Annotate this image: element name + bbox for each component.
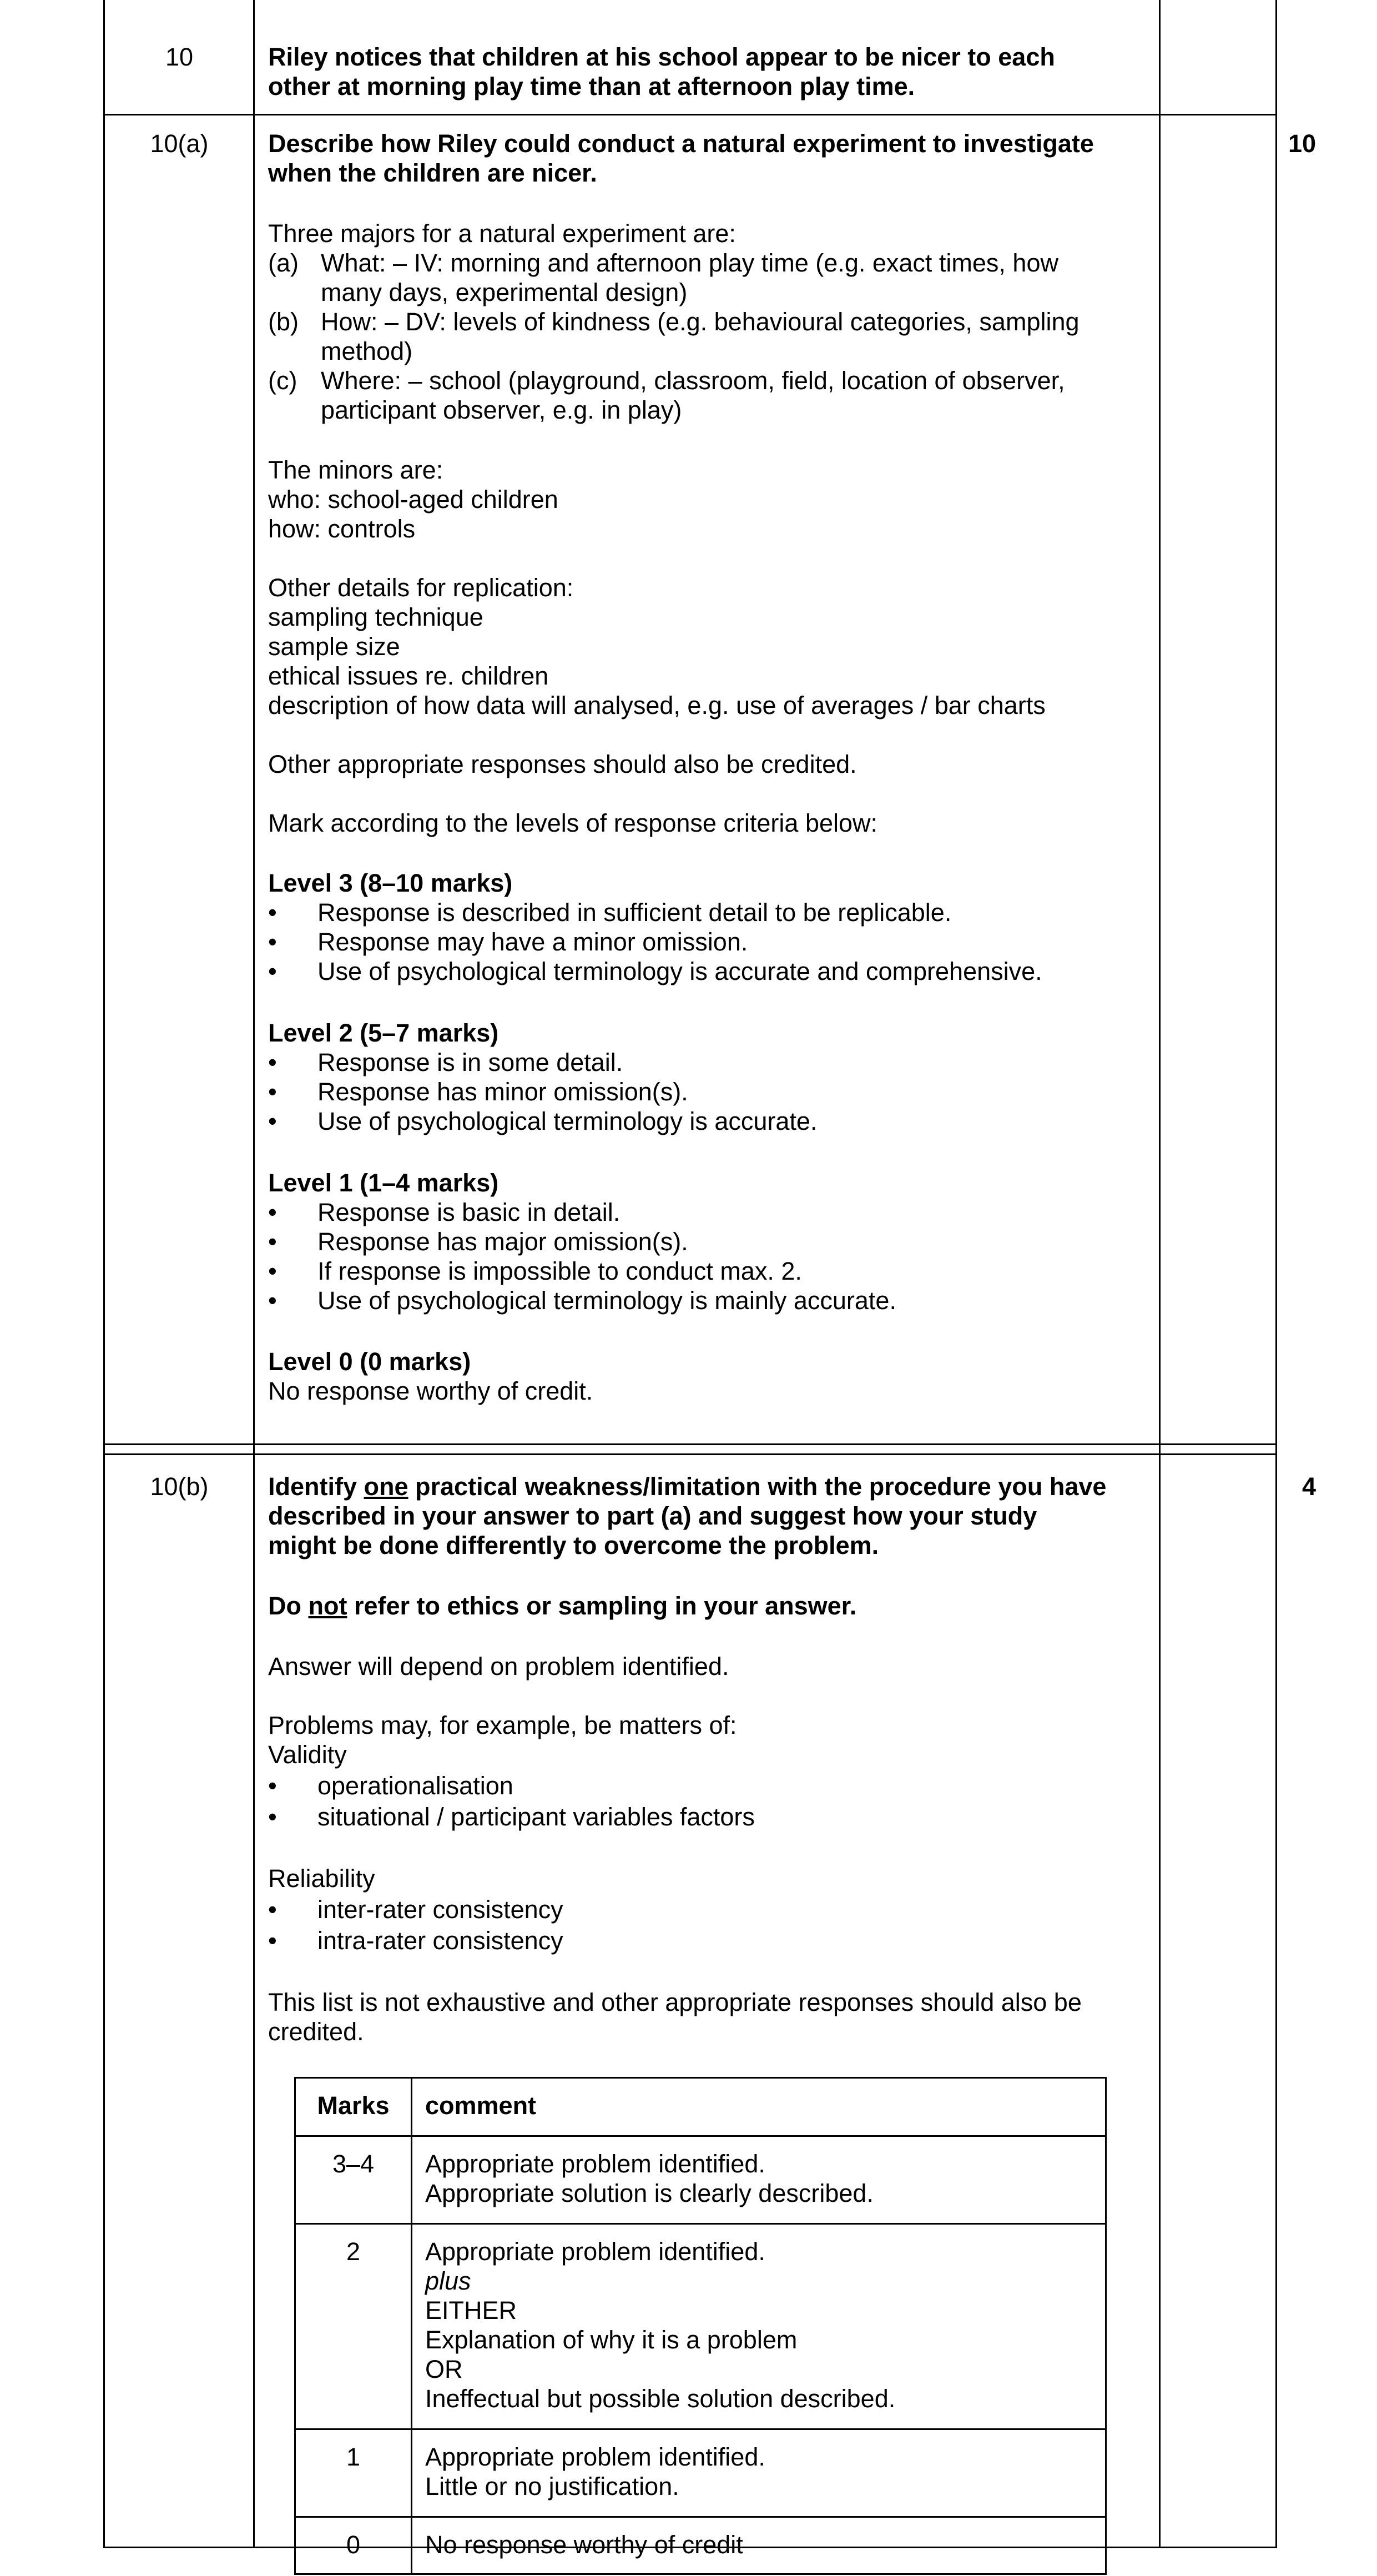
level-2-title: Level 2 (5–7 marks) bbox=[268, 1019, 499, 1047]
not-exhaustive-line1: This list is not exhaustive and other appropriate responses should also be bbox=[268, 1988, 1082, 2016]
level-0-text: No response worthy of credit. bbox=[268, 1377, 593, 1405]
question-number-10a: 10(a) bbox=[150, 129, 209, 158]
row-divider-10 bbox=[103, 114, 1277, 115]
level-3-bullet: • Response may have a minor omission. bbox=[317, 927, 748, 957]
minors-intro: The minors are: bbox=[268, 456, 443, 484]
do-not-instruction: Do not refer to ethics or sampling in your answer. bbox=[268, 1592, 857, 1620]
mark-according: Mark according to the levels of response criteria below: bbox=[268, 809, 878, 837]
major-c-label: (c) bbox=[268, 366, 297, 395]
row-divider-10a-bottom bbox=[103, 1453, 1277, 1455]
other-details-1: sampling technique bbox=[268, 603, 483, 631]
table-header-comment: comment bbox=[425, 2091, 537, 2120]
other-credit: Other appropriate responses should also be credited. bbox=[268, 750, 857, 778]
level-1-bullet: • If response is impossible to conduct max. 2. bbox=[317, 1256, 802, 1286]
reliability-heading: Reliability bbox=[268, 1864, 375, 1893]
outer-left-border bbox=[103, 0, 105, 2548]
major-a-label: (a) bbox=[268, 249, 299, 277]
level-1-title: Level 1 (1–4 marks) bbox=[268, 1169, 499, 1197]
table-row-mark: 0 bbox=[346, 2530, 361, 2559]
validity-heading: Validity bbox=[268, 1740, 347, 1769]
minors-who: who: school-aged children bbox=[268, 485, 558, 514]
table-row-comment: OR bbox=[425, 2355, 463, 2383]
table-row-comment: Little or no justification. bbox=[425, 2472, 679, 2500]
major-b-line1: How: – DV: levels of kindness (e.g. behavioural categories, sampling bbox=[321, 308, 1080, 336]
level-2-bullet: • Use of psychological terminology is accurate. bbox=[317, 1106, 817, 1136]
table-row-mark: 1 bbox=[346, 2443, 361, 2471]
table-row-comment: plus bbox=[425, 2267, 471, 2295]
major-a-line2: many days, experimental design) bbox=[321, 278, 688, 306]
level-1-bullet: • Response has major omission(s). bbox=[317, 1227, 688, 1257]
other-details-3: ethical issues re. children bbox=[268, 662, 549, 690]
table-row-comment: Appropriate problem identified. bbox=[425, 2237, 765, 2266]
table-row-mark: 2 bbox=[346, 2237, 361, 2266]
question-number-10: 10 bbox=[165, 43, 194, 71]
majors-intro: Three majors for a natural experiment are: bbox=[268, 219, 736, 248]
level-3-bullet: • Response is described in sufficient detail to be replicable. bbox=[317, 898, 951, 928]
marks-10b: 4 bbox=[1302, 1472, 1316, 1501]
problems-intro: Problems may, for example, be matters of: bbox=[268, 1711, 737, 1739]
major-b-label: (b) bbox=[268, 308, 299, 336]
reliability-bullet: • intra-rater consistency bbox=[317, 1926, 563, 1956]
question-number-10b: 10(b) bbox=[150, 1472, 209, 1501]
level-1-bullet: • Use of psychological terminology is mainly accurate. bbox=[317, 1286, 896, 1316]
table-row-comment: Appropriate problem identified. bbox=[425, 2150, 765, 2178]
row-divider-10a-top bbox=[103, 1443, 1277, 1445]
question-10a-line1: Describe how Riley could conduct a natural experiment to investigate bbox=[268, 129, 1094, 158]
table-row-comment: Explanation of why it is a problem bbox=[425, 2326, 798, 2354]
level-3-title: Level 3 (8–10 marks) bbox=[268, 869, 513, 897]
answer-depends: Answer will depend on problem identified. bbox=[268, 1652, 729, 1681]
level-1-bullet: • Response is basic in detail. bbox=[317, 1198, 620, 1227]
question-10-stem-line1: Riley notices that children at his school appear to be nicer to each bbox=[268, 43, 1055, 71]
column-divider-2 bbox=[1159, 0, 1161, 2548]
other-details-intro: Other details for replication: bbox=[268, 573, 574, 602]
major-c-line1: Where: – school (playground, classroom, field, location of observer, bbox=[321, 366, 1065, 395]
level-0-title: Level 0 (0 marks) bbox=[268, 1347, 471, 1376]
level-3-bullet: • Use of psychological terminology is accurate and comprehensive. bbox=[317, 957, 1042, 987]
marks-10a: 10 bbox=[1288, 129, 1316, 158]
table-row-comment: Appropriate solution is clearly described. bbox=[425, 2179, 874, 2207]
level-2-bullet: • Response has minor omission(s). bbox=[317, 1077, 688, 1107]
other-details-4: description of how data will analysed, e.g. use of averages / bar charts bbox=[268, 691, 1046, 720]
reliability-bullet: • inter-rater consistency bbox=[317, 1895, 563, 1925]
table-header-marks: Marks bbox=[317, 2091, 390, 2120]
level-2-bullet: • Response is in some detail. bbox=[317, 1048, 623, 1078]
major-c-line2: participant observer, e.g. in play) bbox=[321, 396, 682, 424]
outer-right-border bbox=[1275, 0, 1277, 2548]
question-10b-line2: described in your answer to part (a) and suggest how your study bbox=[268, 1502, 1037, 1530]
validity-bullet: • operationalisation bbox=[317, 1771, 513, 1801]
table-row-comment: EITHER bbox=[425, 2296, 517, 2325]
minors-how: how: controls bbox=[268, 515, 416, 543]
major-b-line2: method) bbox=[321, 337, 413, 365]
validity-bullet: • situational / participant variables factors bbox=[317, 1802, 755, 1832]
column-divider-1 bbox=[253, 0, 255, 2548]
question-10b-line1: Identify one practical weakness/limitation with the procedure you have bbox=[268, 1472, 1107, 1501]
table-row-comment: No response worthy of credit bbox=[425, 2530, 743, 2559]
major-a-line1: What: – IV: morning and afternoon play time (e.g. exact times, how bbox=[321, 249, 1058, 277]
question-10a-line2: when the children are nicer. bbox=[268, 159, 597, 187]
emphasis-not: not bbox=[308, 1592, 347, 1620]
table-row-comment: Appropriate problem identified. bbox=[425, 2443, 765, 2471]
question-10b-line3: might be done differently to overcome the problem. bbox=[268, 1531, 879, 1559]
question-10-stem-line2: other at morning play time than at afternoon play time. bbox=[268, 72, 915, 100]
emphasis-one: one bbox=[364, 1472, 408, 1501]
table-row-mark: 3–4 bbox=[332, 2150, 375, 2178]
not-exhaustive-line2: credited. bbox=[268, 2017, 364, 2046]
table-row-comment: Ineffectual but possible solution described. bbox=[425, 2384, 896, 2413]
other-details-2: sample size bbox=[268, 632, 400, 661]
